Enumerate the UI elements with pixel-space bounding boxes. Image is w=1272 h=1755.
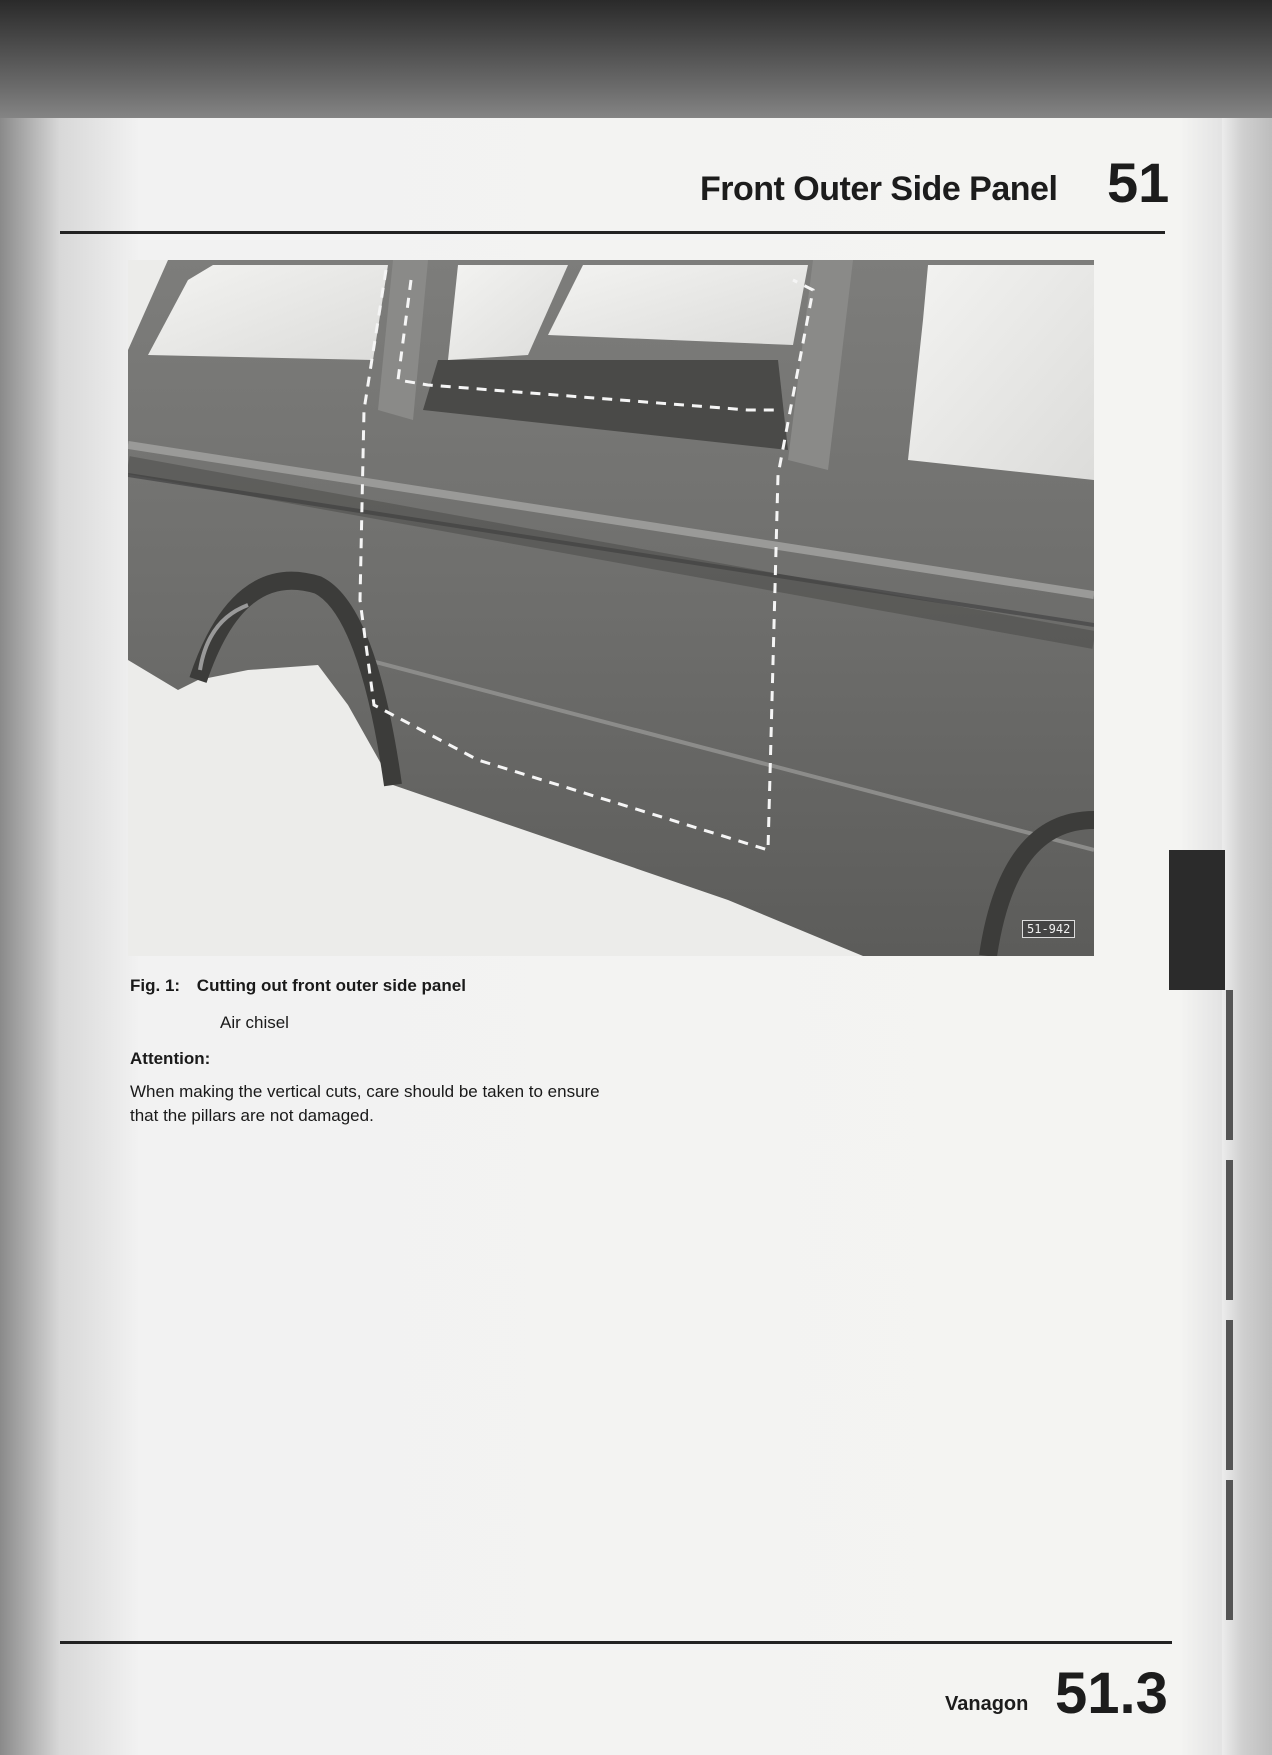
page-title: Front Outer Side Panel [700,170,1058,208]
page-edge-mark [1226,1160,1233,1300]
figure-reference-number: 51-942 [1022,920,1075,938]
page-edge-mark [1226,1480,1233,1620]
van-side-panel-photo [128,260,1094,956]
section-thumb-tab [1169,850,1225,990]
chapter-number: 51 [1107,151,1170,214]
attention-heading: Attention: [130,1049,211,1068]
figure-caption [130,976,466,996]
figure-caption-text: Cutting out front outer side panel [196,976,466,995]
binder-background [0,0,1272,125]
page-edge-mark [1226,1320,1233,1470]
page-edge-mark [1226,990,1233,1140]
page-number: 51.3 [1055,1661,1168,1726]
footer-rule [60,1641,1172,1644]
figure-number: Fig. 1: [130,976,181,995]
van-illustration [128,260,1094,956]
attention-text: When making the vertical cuts, care should be taken to ensure that the pillars are not damaged. [130,1082,600,1125]
header-rule [60,231,1165,234]
tool-label: Air chisel [220,1013,289,1032]
vehicle-model: Vanagon [945,1693,1029,1715]
